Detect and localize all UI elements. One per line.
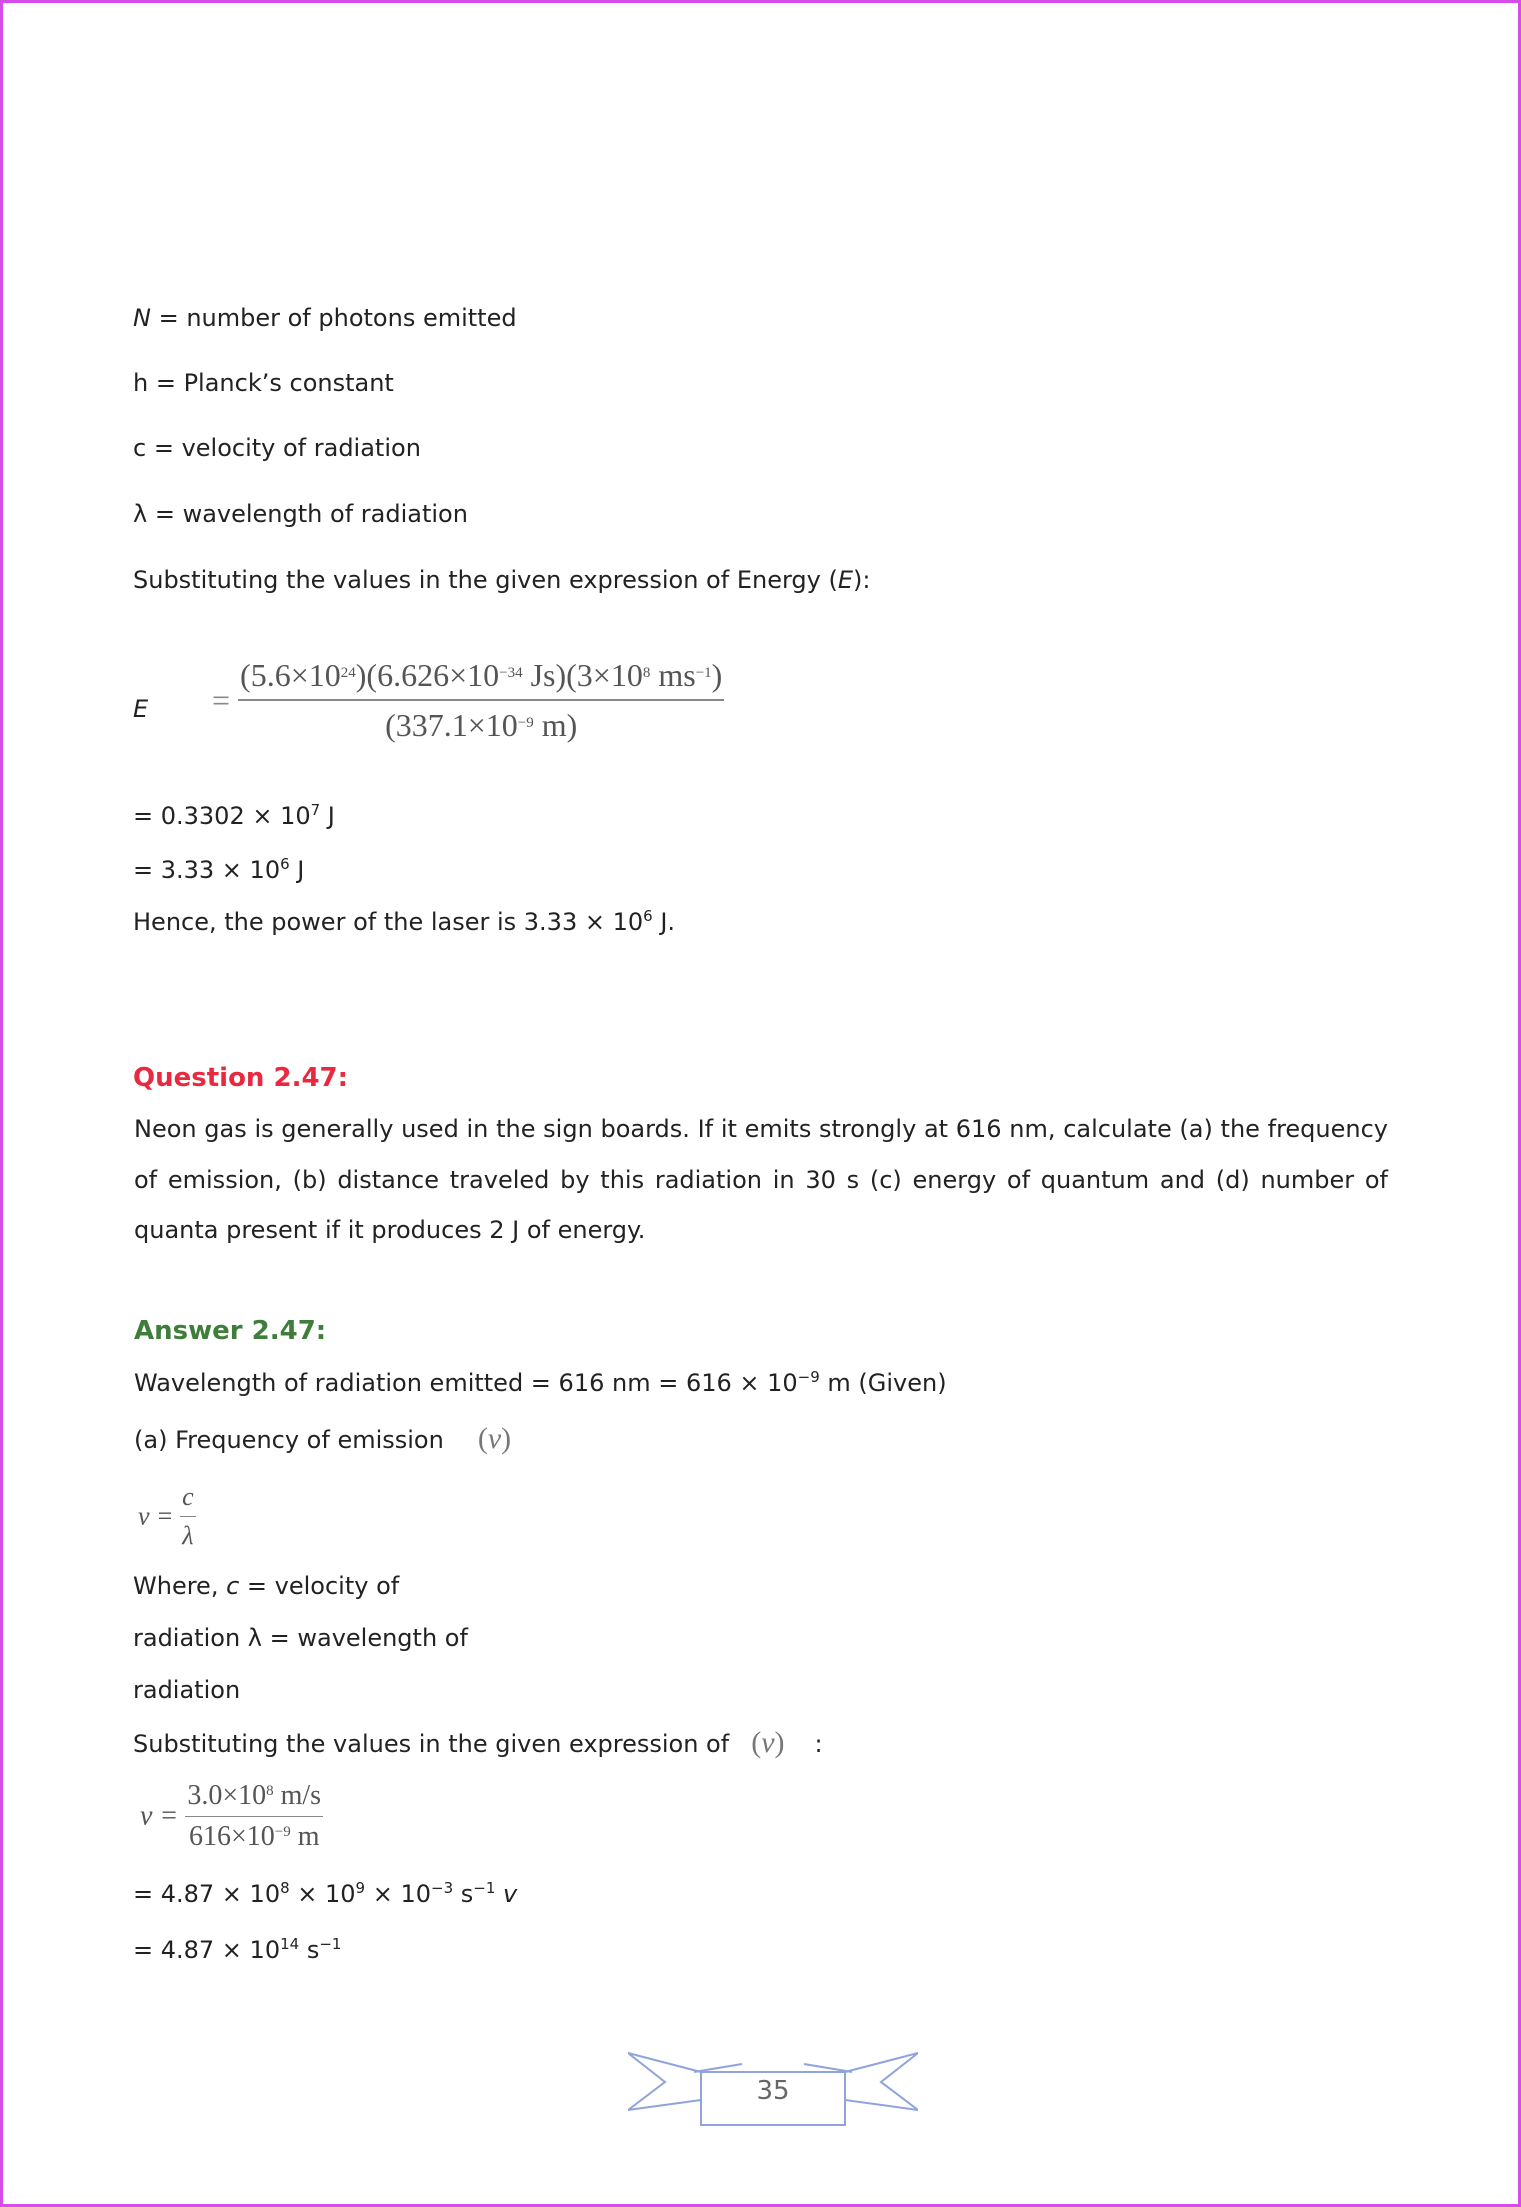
t: Wavelength of radiation emitted = 616 nm = 616 × 10 [134,1369,798,1397]
energy-result-1 [133,801,335,831]
paren: Js) [522,657,567,693]
factor: (3×10 [566,657,643,693]
t: J [289,856,305,884]
exp: 8 [642,665,651,681]
nu-symbol: (ν) [477,1422,512,1455]
t: 3.0×10 [187,1780,267,1811]
page-number-banner [628,2052,918,2134]
definition-text: = number of photons emitted [150,304,517,332]
energy-equation [212,655,724,745]
nu-symbol: (ν) [751,1726,785,1759]
t: s [453,1880,474,1908]
numerator: c [180,1482,196,1517]
nu-result-2 [133,1935,341,1965]
t: s [299,1936,320,1964]
exp: −34 [499,665,523,681]
symbol-n: N [133,304,151,332]
exp: 9 [355,1879,366,1897]
t: Hence, the power of the laser is 3.33 × 10 [133,908,644,936]
energy-fraction [238,655,724,745]
numerator [185,1780,323,1817]
factor: (6.626×10 [366,657,500,693]
exp: 24 [340,665,356,681]
symbol-e: E [133,695,149,723]
t: × 10 [365,1880,431,1908]
factor: (337.1×10 [385,707,518,743]
t: 616×10 [188,1821,275,1852]
t: (a) Frequency of emission [134,1426,444,1454]
exp: −3 [431,1879,454,1897]
part-a-heading [134,1424,511,1455]
t: Substituting the values in the given expression of [133,1730,730,1758]
t: = 0.3302 × 10 [133,802,311,830]
where-line-3: radiation [133,1676,241,1704]
t: = velocity of [239,1572,400,1600]
symbol-v: v [495,1880,518,1908]
where-line-2: radiation λ = wavelength of [133,1624,468,1652]
equals-sign: = [212,682,231,718]
exp: −1 [473,1879,496,1897]
denominator [385,701,577,745]
t: Where, [133,1572,227,1600]
colon: : [814,1730,823,1758]
nu-calculation [140,1780,323,1853]
text: ): [853,566,871,594]
exp: 14 [280,1935,300,1953]
denominator [189,1817,320,1853]
nu: ν [487,1422,502,1455]
where-line-1 [133,1571,399,1601]
t: = 3.33 × 10 [133,856,281,884]
exp: −9 [797,1368,820,1386]
definition-h: h = Planck’s constant [133,369,394,397]
nu-formula [138,1482,196,1551]
symbol-e: E [837,566,854,594]
wavelength-given [134,1368,947,1398]
paren: ) [711,657,723,693]
exp: 7 [310,801,321,819]
t: J. [652,908,676,936]
fraction [180,1482,196,1551]
paren: ) [355,657,367,693]
substituting-nu [133,1728,823,1759]
definition-n [133,303,517,333]
nu: ν [761,1726,775,1759]
text: Substituting the values in the given expression of Energy ( [133,566,838,594]
factor: (5.6×10 [240,657,341,693]
definition-c: c = velocity of radiation [133,434,421,462]
t: = 4.87 × 10 [133,1880,281,1908]
energy-result-2 [133,855,304,885]
lhs: ν = [138,1501,174,1531]
exp: 6 [280,855,290,873]
t: J [320,802,335,830]
t: m/s [273,1780,322,1811]
definition-lambda: λ = wavelength of radiation [133,500,468,528]
nu-result-1 [133,1879,517,1909]
page-number: 35 [756,2076,790,2106]
exp: −9 [274,1824,291,1840]
paren: m) [533,707,578,743]
fraction [185,1780,323,1853]
t: = 4.87 × 10 [133,1936,281,1964]
question-title: Question 2.47: [133,1063,349,1093]
answer-title: Answer 2.47: [134,1316,327,1346]
exp: −1 [319,1935,342,1953]
exp: 6 [643,907,653,925]
substituting-energy [133,565,870,595]
denominator: λ [182,1521,194,1550]
t: m [290,1821,320,1852]
energy-lhs [133,694,148,724]
t: × 10 [289,1880,356,1908]
question-text: Neon gas is generally used in the sign boards. If it emits strongly at 616 nm, calculate (a) the frequency of emission, (b) distance traveled by this radiation in 30 s (c) energy of quantum and (d) number of quanta present if it produces 2 J of energy. [134,1115,1388,1244]
energy-conclusion [133,907,675,937]
unit: ms [650,657,696,693]
symbol-c: c [226,1572,240,1600]
exp: 8 [280,1879,290,1897]
lhs: ν = [140,1800,179,1832]
t: m (Given) [819,1369,947,1397]
exp: 8 [266,1783,274,1799]
exp: −1 [695,665,712,681]
numerator [238,655,724,701]
exp: −9 [517,715,534,731]
